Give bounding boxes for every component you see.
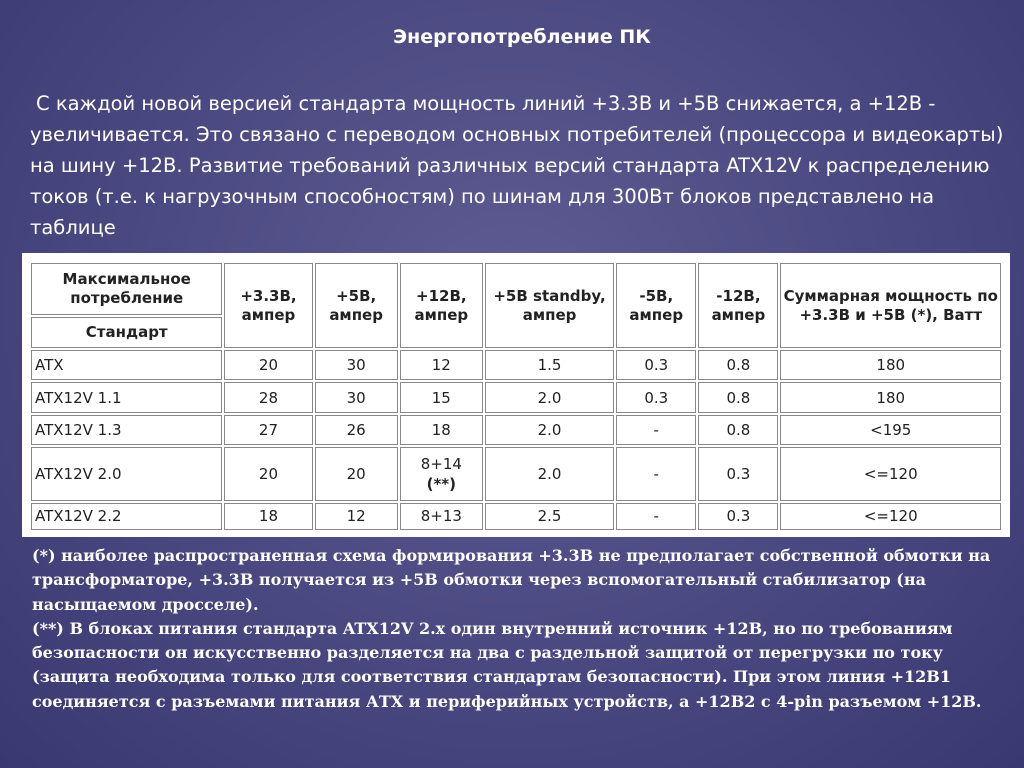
cell-value: - bbox=[616, 415, 696, 445]
cell-value: 0.3 bbox=[616, 350, 696, 380]
cell-value: <195 bbox=[780, 415, 1001, 445]
row-name: ATX12V 1.1 bbox=[31, 382, 222, 412]
power-table-container bbox=[22, 253, 1010, 537]
table-row bbox=[31, 447, 1001, 501]
row-name: ATX12V 2.0 bbox=[31, 447, 222, 501]
header-5v: +5В, ампер bbox=[315, 263, 398, 348]
cell-value: 15 bbox=[400, 382, 483, 412]
cell-value: 0.3 bbox=[698, 503, 778, 530]
cell-value: 2.0 bbox=[485, 382, 614, 412]
cell-value: 30 bbox=[315, 350, 398, 380]
cell-value: 1.5 bbox=[485, 350, 614, 380]
cell-value: 12 bbox=[315, 503, 398, 530]
cell-value: 0.8 bbox=[698, 415, 778, 445]
cell-value: 26 bbox=[315, 415, 398, 445]
header-12v: +12В, ампер bbox=[400, 263, 483, 348]
row-name: ATX bbox=[31, 350, 222, 380]
table-row bbox=[31, 415, 1001, 445]
footnote-1: (*) наиболее распространенная схема формирования +3.3В не предполагает собственной обмотки на трансформаторе, +3.3В получается из +5В обмотки через вспомогательный стабилизатор (на насыщаемом дросселе). bbox=[32, 546, 991, 614]
table-row bbox=[31, 350, 1001, 380]
header-3v3: +3.3В, ампер bbox=[224, 263, 312, 348]
power-table bbox=[29, 261, 1003, 532]
cell-value: - bbox=[616, 503, 696, 530]
cell-value: 8+14 bbox=[420, 454, 462, 473]
table-row bbox=[31, 503, 1001, 530]
cell-value: 30 bbox=[315, 382, 398, 412]
cell-value: 20 bbox=[224, 350, 312, 380]
cell-value: 8+13 bbox=[400, 503, 483, 530]
header-minus-5v: -5В, ампер bbox=[616, 263, 696, 348]
cell-value: 18 bbox=[224, 503, 312, 530]
cell-value: 180 bbox=[780, 350, 1001, 380]
footnote-2: (**) В блоках питания стандарта ATX12V 2.х один внутренний источник +12В, но по требованиям безопасности он искусственно разделяется на два с раздельной защитой от перегрузки по току (защита необходима только для соответствия стандартам безопасности). При этом линия +12В1 соединяется с разъемами питания АТХ и периферийных устройств, а +12В2 с 4-pin разъемом +12В. bbox=[32, 618, 982, 711]
cell-value: - bbox=[616, 447, 696, 501]
cell-value: 180 bbox=[780, 382, 1001, 412]
header-corner-top: Максимальное потребление bbox=[31, 263, 222, 315]
header-corner-bottom: Стандарт bbox=[31, 317, 222, 348]
cell-value: 0.8 bbox=[698, 350, 778, 380]
table-row bbox=[31, 382, 1001, 412]
cell-value: 12 bbox=[400, 350, 483, 380]
cell-value: 20 bbox=[315, 447, 398, 501]
cell-value: 0.8 bbox=[698, 382, 778, 412]
intro-paragraph: С каждой новой версией стандарта мощность линий +3.3В и +5В снижается, а +12В - увеличивается. Это связано с переводом основных потребителей (процессора и видеокарты) на шину +12В. Развитие требований различных версий стандарта ATX12V к распределению токов (т.е. к нагрузочным способностям) по шинам для 300Вт блоков представлено на таблице bbox=[30, 92, 1004, 239]
cell-value: 0.3 bbox=[698, 447, 778, 501]
cell-value: 2.0 bbox=[485, 415, 614, 445]
row-name: ATX12V 1.3 bbox=[31, 415, 222, 445]
cell-value: 0.3 bbox=[616, 382, 696, 412]
cell-value: 18 bbox=[400, 415, 483, 445]
page-title: Энергопотребление ПК bbox=[393, 26, 651, 48]
cell-value: 28 bbox=[224, 382, 312, 412]
footnotes bbox=[32, 544, 1002, 714]
cell-value: 27 bbox=[224, 415, 312, 445]
header-minus-12v: -12В, ампер bbox=[698, 263, 778, 348]
cell-value-12v-split bbox=[400, 447, 483, 501]
row-name: ATX12V 2.2 bbox=[31, 503, 222, 530]
cell-value: 20 bbox=[224, 447, 312, 501]
header-total-power: Суммарная мощность по +3.3В и +5В (*), Ватт bbox=[780, 263, 1001, 348]
cell-value: <=120 bbox=[780, 447, 1001, 501]
cell-value: 2.0 bbox=[485, 447, 614, 501]
footnote-marker: (**) bbox=[426, 474, 457, 493]
cell-value: 2.5 bbox=[485, 503, 614, 530]
header-5v-standby: +5В standby, ампер bbox=[485, 263, 614, 348]
cell-value: <=120 bbox=[780, 503, 1001, 530]
